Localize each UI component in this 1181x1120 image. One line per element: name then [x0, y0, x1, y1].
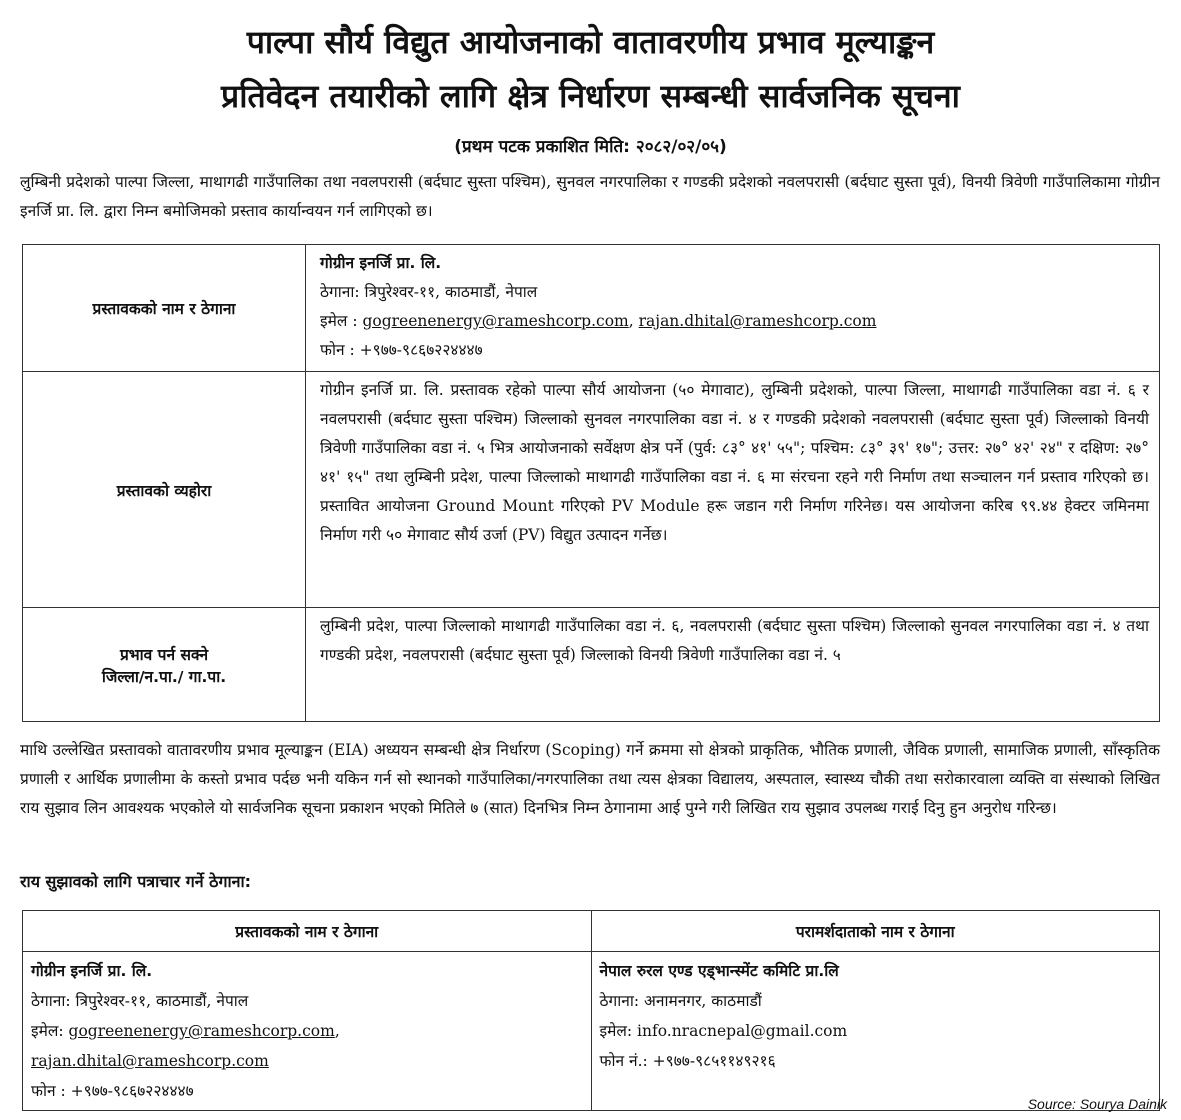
- email-prefix: इमेल :: [320, 312, 363, 330]
- proposer-header: प्रस्तावकको नाम र ठेगाना: [23, 911, 592, 952]
- published-date: (प्रथम पटक प्रकाशित मिति: २०८२/०२/०५): [454, 137, 727, 157]
- proposer-company: गोग्रीन इनर्जि प्रा. लि.: [320, 254, 442, 272]
- notice-title-line2: प्रतिवेदन तयारीको लागि क्षेत्र निर्धारण सम्बन्धी सार्वजनिक सूचना: [221, 77, 960, 115]
- proposal-table: [22, 244, 1160, 722]
- proposal-description: गोग्रीन इनर्जि प्रा. लि. प्रस्तावक रहेको पाल्पा सौर्य आयोजना (५० मेगावाट), लुम्बिनी प्रदेशको, पाल्पा जिल्ला, माथागढी गाउँपालिका वडा नं. ६ र नवलपरासी (बर्दघाट सुस्ता पश्चिम) जिल्लाको सुनवल नगरपालिका वडा नं. ४ र गण्डकी प्रदेशको नवलपरासी (बर्दघाट सुस्ता पूर्व) जिल्लाको विनयी त्रिवेणी गाउँपालिका वडा नं. ५ भित्र आयोजनाको सर्वेक्षण क्षेत्र पर्ने (पुर्व: ८३° ४१' ५५"; पश्चिम: ८३° ३९' १७"; उत्तर: २७° ४२' २४" र दक्षिण: २७° ४१' १५" तथा लुम्बिनी प्रदेश, पाल्पा जिल्लाको माथागढी गाउँपालिका वडा नं. ६ मा संरचना रहने गरी निर्माण तथा सञ्चालन गर्न प्रस्ताव गरिएको छ। प्रस्तावित आयोजना Ground Mount गरिएको PV Module हरू जडान गरी निर्माण गरिनेछ। यस आयोजना करिब ९९.४४ हेक्टर जमिनमा निर्माण गरी ५० मेगावाट सौर्य उर्जा (PV) विद्युत उत्पादन गर्नेछ।: [306, 372, 1160, 608]
- notice-title-line1: पाल्पा सौर्य विद्युत आयोजनाको वातावरणीय प्रभाव मूल्याङ्कन: [246, 23, 935, 61]
- consultant-name: नेपाल रुरल एण्ड एड्भान्स्मेंट कमिटि प्रा.लि: [599, 962, 839, 980]
- intro-paragraph: लुम्बिनी प्रदेशको पाल्पा जिल्ला, माथागढी गाउँपालिका तथा नवलपरासी (बर्दघाट सुस्ता पश्चिम), सुनवल नगरपालिका र गण्डकी प्रदेशको नवलपरासी (बर्दघाट सुस्ता पूर्व), विनयी त्रिवेणी गाउँपालिकामा गोग्रीन इनर्जि प्रा. लि. द्वारा निम्न बमोजिमको प्रस्ताव कार्यान्वयन गर्न लागिएको छ।: [20, 173, 1160, 220]
- proposer-email-1[interactable]: gogreenenergy@rameshcorp.com: [362, 312, 629, 330]
- affected-area-text: लुम्बिनी प्रदेश, पाल्पा जिल्लाको माथागढी गाउँपालिका वडा नं. ६, नवलपरासी (बर्दघाट सुस्ता पश्चिम) जिल्लाको सुनवल नगरपालिका वडा नं. ४ तथा गण्डकी प्रदेश, नवलपरासी (बर्दघाट सुस्ता पूर्व) जिल्लाको विनयी त्रिवेणी गाउँपालिका वडा नं. ५: [306, 608, 1160, 722]
- proposer-contact-email-1[interactable]: gogreenenergy@rameshcorp.com: [68, 1022, 335, 1040]
- contact-table: [22, 910, 1160, 1111]
- proposer-contact-address: ठेगाना: त्रिपुरेश्वर-११, काठमाडौं, नेपाल: [31, 992, 249, 1010]
- contact-heading: राय सुझावको लागि पत्राचार गर्ने ठेगाना:: [20, 872, 252, 891]
- source-credit: Source: Sourya Dainik: [1027, 1096, 1167, 1112]
- closing-paragraph: माथि उल्लेखित प्रस्तावको वातावरणीय प्रभाव मूल्याङ्कन (EIA) अध्ययन सम्बन्धी क्षेत्र निर्धारण (Scoping) गर्ने क्रममा सो क्षेत्रको प्राकृतिक, भौतिक प्रणाली, जैविक प्रणाली, सामाजिक प्रणाली, साँस्कृतिक प्रणाली र आर्थिक प्रणालीमा के कस्तो प्रभाव पर्दछ भनी यकिन गर्न सो स्थानको गाउँपालिका/नगरपालिका तथा त्यस क्षेत्रका विद्यालय, अस्पताल, स्वास्थ्य चौकी तथा सरोकारवाला व्यक्ति वा संस्थाको लिखित राय सुझाव लिन आवश्यक भएकोले यो सार्वजनिक सूचना प्रकाशन भएको मितिले ७ (सात) दिनभित्र निम्न ठेगानामा आई पुग्ने गरी लिखित राय सुझाव उपलब्ध गराई दिनु हुन अनुरोध गरिन्छ।: [20, 741, 1160, 817]
- affected-area-label: [23, 608, 306, 722]
- table-row: [23, 911, 1160, 952]
- table-row: [23, 372, 1160, 608]
- table-row: [23, 608, 1160, 722]
- consultant-email: इमेल: info.nracnepal@gmail.com: [599, 1022, 848, 1040]
- proposer-address: ठेगाना: त्रिपुरेश्वर-११, काठमाडौं, नेपाल: [320, 283, 538, 301]
- consultant-phone: फोन नं.: +९७७-९८५११४९२१६: [599, 1052, 776, 1070]
- affected-area-label-line1: प्रभाव पर्न सक्ने: [119, 645, 209, 664]
- email-separator: ,: [628, 312, 639, 330]
- proposer-label: प्रस्तावकको नाम र ठेगाना: [23, 245, 306, 372]
- table-row: [23, 245, 1160, 372]
- proposer-contact: [23, 952, 592, 1111]
- consultant-address: ठेगाना: अनामनगर, काठमाडौं: [599, 992, 762, 1010]
- email-separator: ,: [334, 1022, 340, 1040]
- proposer-phone: फोन : +९७७-९८६७२२४४४७: [320, 341, 483, 359]
- proposer-contact-email-2[interactable]: rajan.dhital@rameshcorp.com: [31, 1052, 269, 1070]
- email-prefix: इमेल:: [31, 1022, 69, 1040]
- proposer-contact-name: गोग्रीन इनर्जि प्रा. लि.: [31, 962, 153, 980]
- proposal-description-label: प्रस्तावको व्यहोरा: [23, 372, 306, 608]
- proposer-details: [306, 245, 1160, 372]
- proposer-email-2[interactable]: rajan.dhital@rameshcorp.com: [638, 312, 877, 330]
- proposer-contact-email-line: [31, 1016, 583, 1076]
- consultant-contact: [591, 952, 1160, 1111]
- proposer-email-line: [320, 307, 1149, 336]
- table-row: [23, 952, 1160, 1111]
- proposer-contact-phone: फोन : +९७७-९८६७२२४४४७: [31, 1082, 194, 1100]
- affected-area-label-line2: जिल्ला/न.पा./ गा.पा.: [101, 667, 227, 686]
- consultant-header: परामर्शदाताको नाम र ठेगाना: [591, 911, 1160, 952]
